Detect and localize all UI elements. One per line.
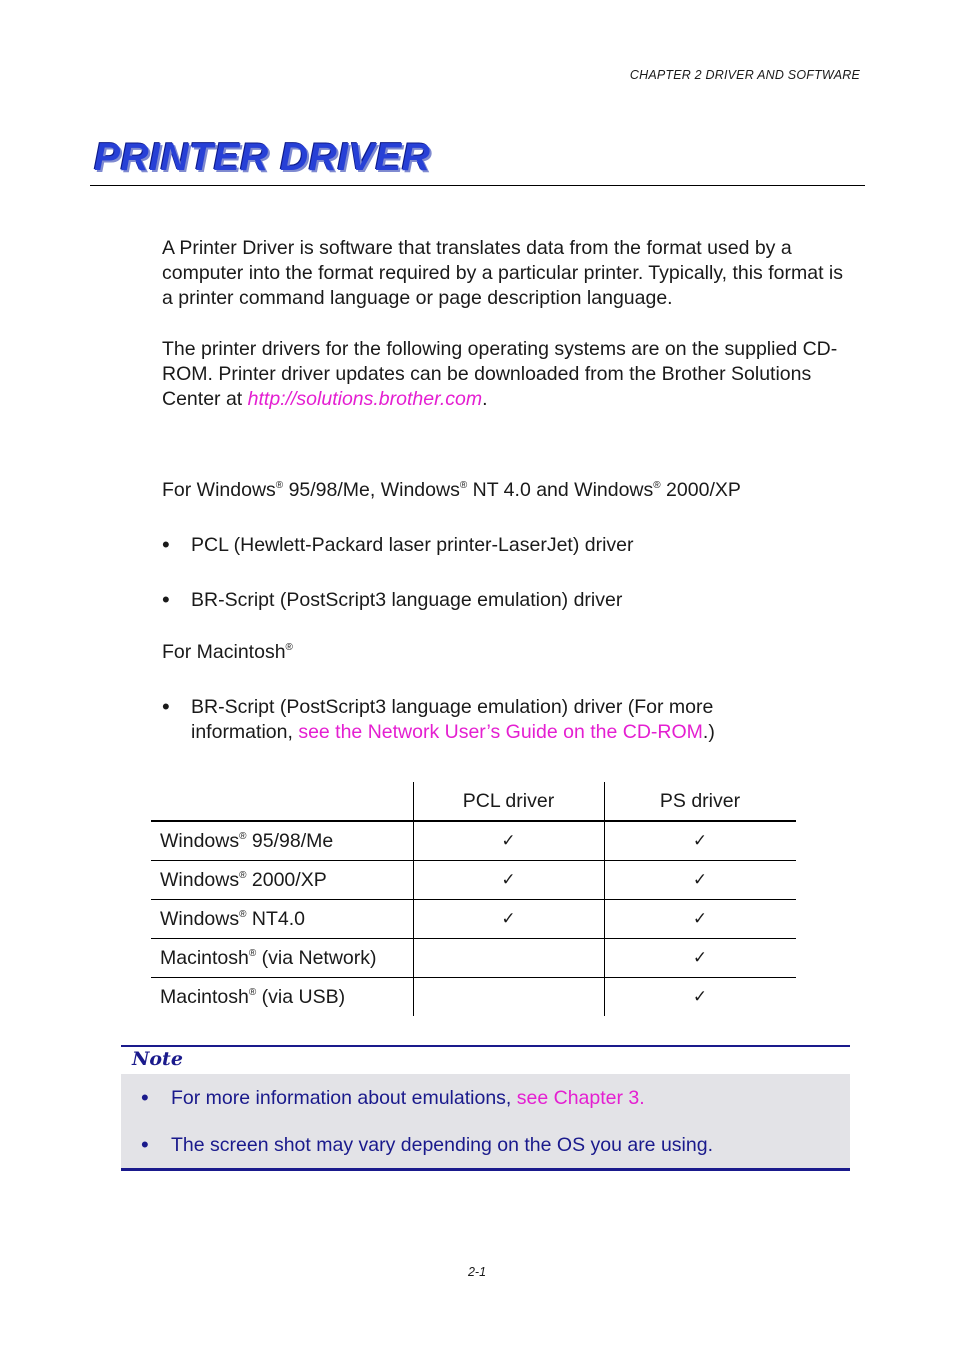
registered-mark: ®: [239, 908, 247, 920]
pcl-check-icon: [413, 978, 604, 1017]
os-name: Macintosh: [160, 985, 249, 1008]
mac-driver-text: BR-Script (PostScript3 language emulation) driver (For more information,: [191, 696, 714, 743]
os-name: Windows: [160, 907, 240, 930]
network-guide-link[interactable]: see the Network User’s Guide on the CD-ROM: [298, 721, 703, 743]
note-item: [141, 1134, 713, 1157]
intro-paragraph-2-end: .: [482, 387, 488, 410]
note-box: [121, 1045, 850, 1171]
registered-mark: ®: [653, 480, 661, 491]
bullet-icon: •: [162, 532, 170, 557]
os-version: NT4.0: [246, 907, 306, 930]
registered-mark: ®: [459, 480, 468, 491]
table-row: [151, 978, 796, 1017]
note-item-text: The screen shot may vary depending on the OS you are using.: [171, 1134, 713, 1156]
pcl-check-icon: ✓: [413, 821, 604, 861]
note-top-rule: [121, 1045, 850, 1047]
os-name: Windows: [160, 868, 240, 891]
note-item-text: For more information about emulations,: [171, 1087, 517, 1109]
table-row: [151, 939, 796, 978]
ps-check-icon: ✓: [604, 821, 796, 861]
pcl-check-icon: [413, 939, 604, 978]
os-version: 95/98/Me: [246, 829, 334, 852]
mac-heading-text: For Macintosh: [162, 641, 286, 663]
registered-mark: ®: [239, 869, 247, 881]
registered-mark: ®: [285, 642, 293, 653]
os-cell: [151, 861, 413, 900]
windows-driver-label: BR-Script (PostScript3 language emulation) driver: [191, 589, 623, 611]
note-label: Note: [132, 1048, 183, 1070]
mac-driver-item: [162, 695, 802, 745]
pcl-check-icon: ✓: [413, 900, 604, 939]
header-cell-ps: PS driver: [604, 782, 796, 821]
driver-compatibility-table: [151, 782, 796, 1016]
os-version: (via USB): [256, 985, 346, 1008]
page-title: PRINTER DRIVER: [94, 136, 431, 179]
title-divider: [90, 185, 865, 186]
ps-check-icon: ✓: [604, 939, 796, 978]
intro-paragraph-1: A Printer Driver is software that translates data from the format used by a computer into the format required by a particular printer. Typically, this format is a printer command language or page description language.: [162, 237, 843, 309]
windows-heading-part-3: NT 4.0 and Windows: [467, 479, 654, 501]
os-name: Windows: [160, 829, 240, 852]
bullet-icon: •: [141, 1132, 149, 1157]
table-row: [151, 821, 796, 861]
windows-driver-item: [162, 588, 802, 613]
intro-paragraph-2-text: The printer drivers for the following operating systems are on the supplied CD-ROM. Printer driver updates can be downloaded from the Brother Solutions Center at: [162, 338, 838, 410]
page-number: 2-1: [467, 1265, 487, 1279]
pcl-check-icon: ✓: [413, 861, 604, 900]
chapter-header: CHAPTER 2 DRIVER AND SOFTWARE: [629, 68, 860, 82]
note-bottom-rule: [121, 1168, 850, 1171]
registered-mark: ®: [248, 947, 257, 959]
note-item-label: [171, 1087, 645, 1110]
bullet-icon: •: [141, 1085, 149, 1110]
os-cell: [151, 900, 413, 939]
solutions-center-link[interactable]: http://solutions.brother.com: [247, 387, 483, 410]
ps-check-icon: ✓: [604, 861, 796, 900]
table-row: [151, 861, 796, 900]
bullet-icon: •: [162, 694, 170, 719]
mac-driver-end: .): [702, 721, 715, 743]
registered-mark: ®: [275, 480, 284, 491]
windows-driver-label: PCL (Hewlett-Packard laser printer-LaserJet) driver: [191, 534, 634, 556]
table-row: [151, 900, 796, 939]
windows-driver-item: [162, 533, 802, 558]
note-item: [141, 1087, 645, 1110]
table-header-row: [151, 782, 796, 821]
windows-heading: [162, 479, 741, 502]
os-cell: [151, 978, 413, 1017]
windows-heading-part-1: For Windows: [162, 479, 276, 501]
os-version: 2000/XP: [246, 868, 327, 891]
mac-driver-label: [191, 695, 802, 745]
bullet-icon: •: [162, 587, 170, 612]
chapter-3-link[interactable]: see Chapter 3.: [516, 1087, 645, 1109]
windows-heading-part-4: 2000/XP: [660, 479, 741, 501]
os-name: Macintosh: [160, 946, 249, 969]
intro-paragraph-2: [162, 337, 852, 411]
os-cell: [151, 939, 413, 978]
registered-mark: ®: [239, 830, 247, 842]
ps-check-icon: ✓: [604, 978, 796, 1017]
header-cell-pcl: PCL driver: [413, 782, 604, 821]
os-cell: [151, 821, 413, 861]
header-cell-os: [151, 782, 413, 821]
mac-heading: [162, 641, 293, 664]
windows-heading-part-2: 95/98/Me, Windows: [283, 479, 460, 501]
os-version: (via Network): [256, 946, 377, 969]
registered-mark: ®: [248, 986, 257, 998]
ps-check-icon: ✓: [604, 900, 796, 939]
